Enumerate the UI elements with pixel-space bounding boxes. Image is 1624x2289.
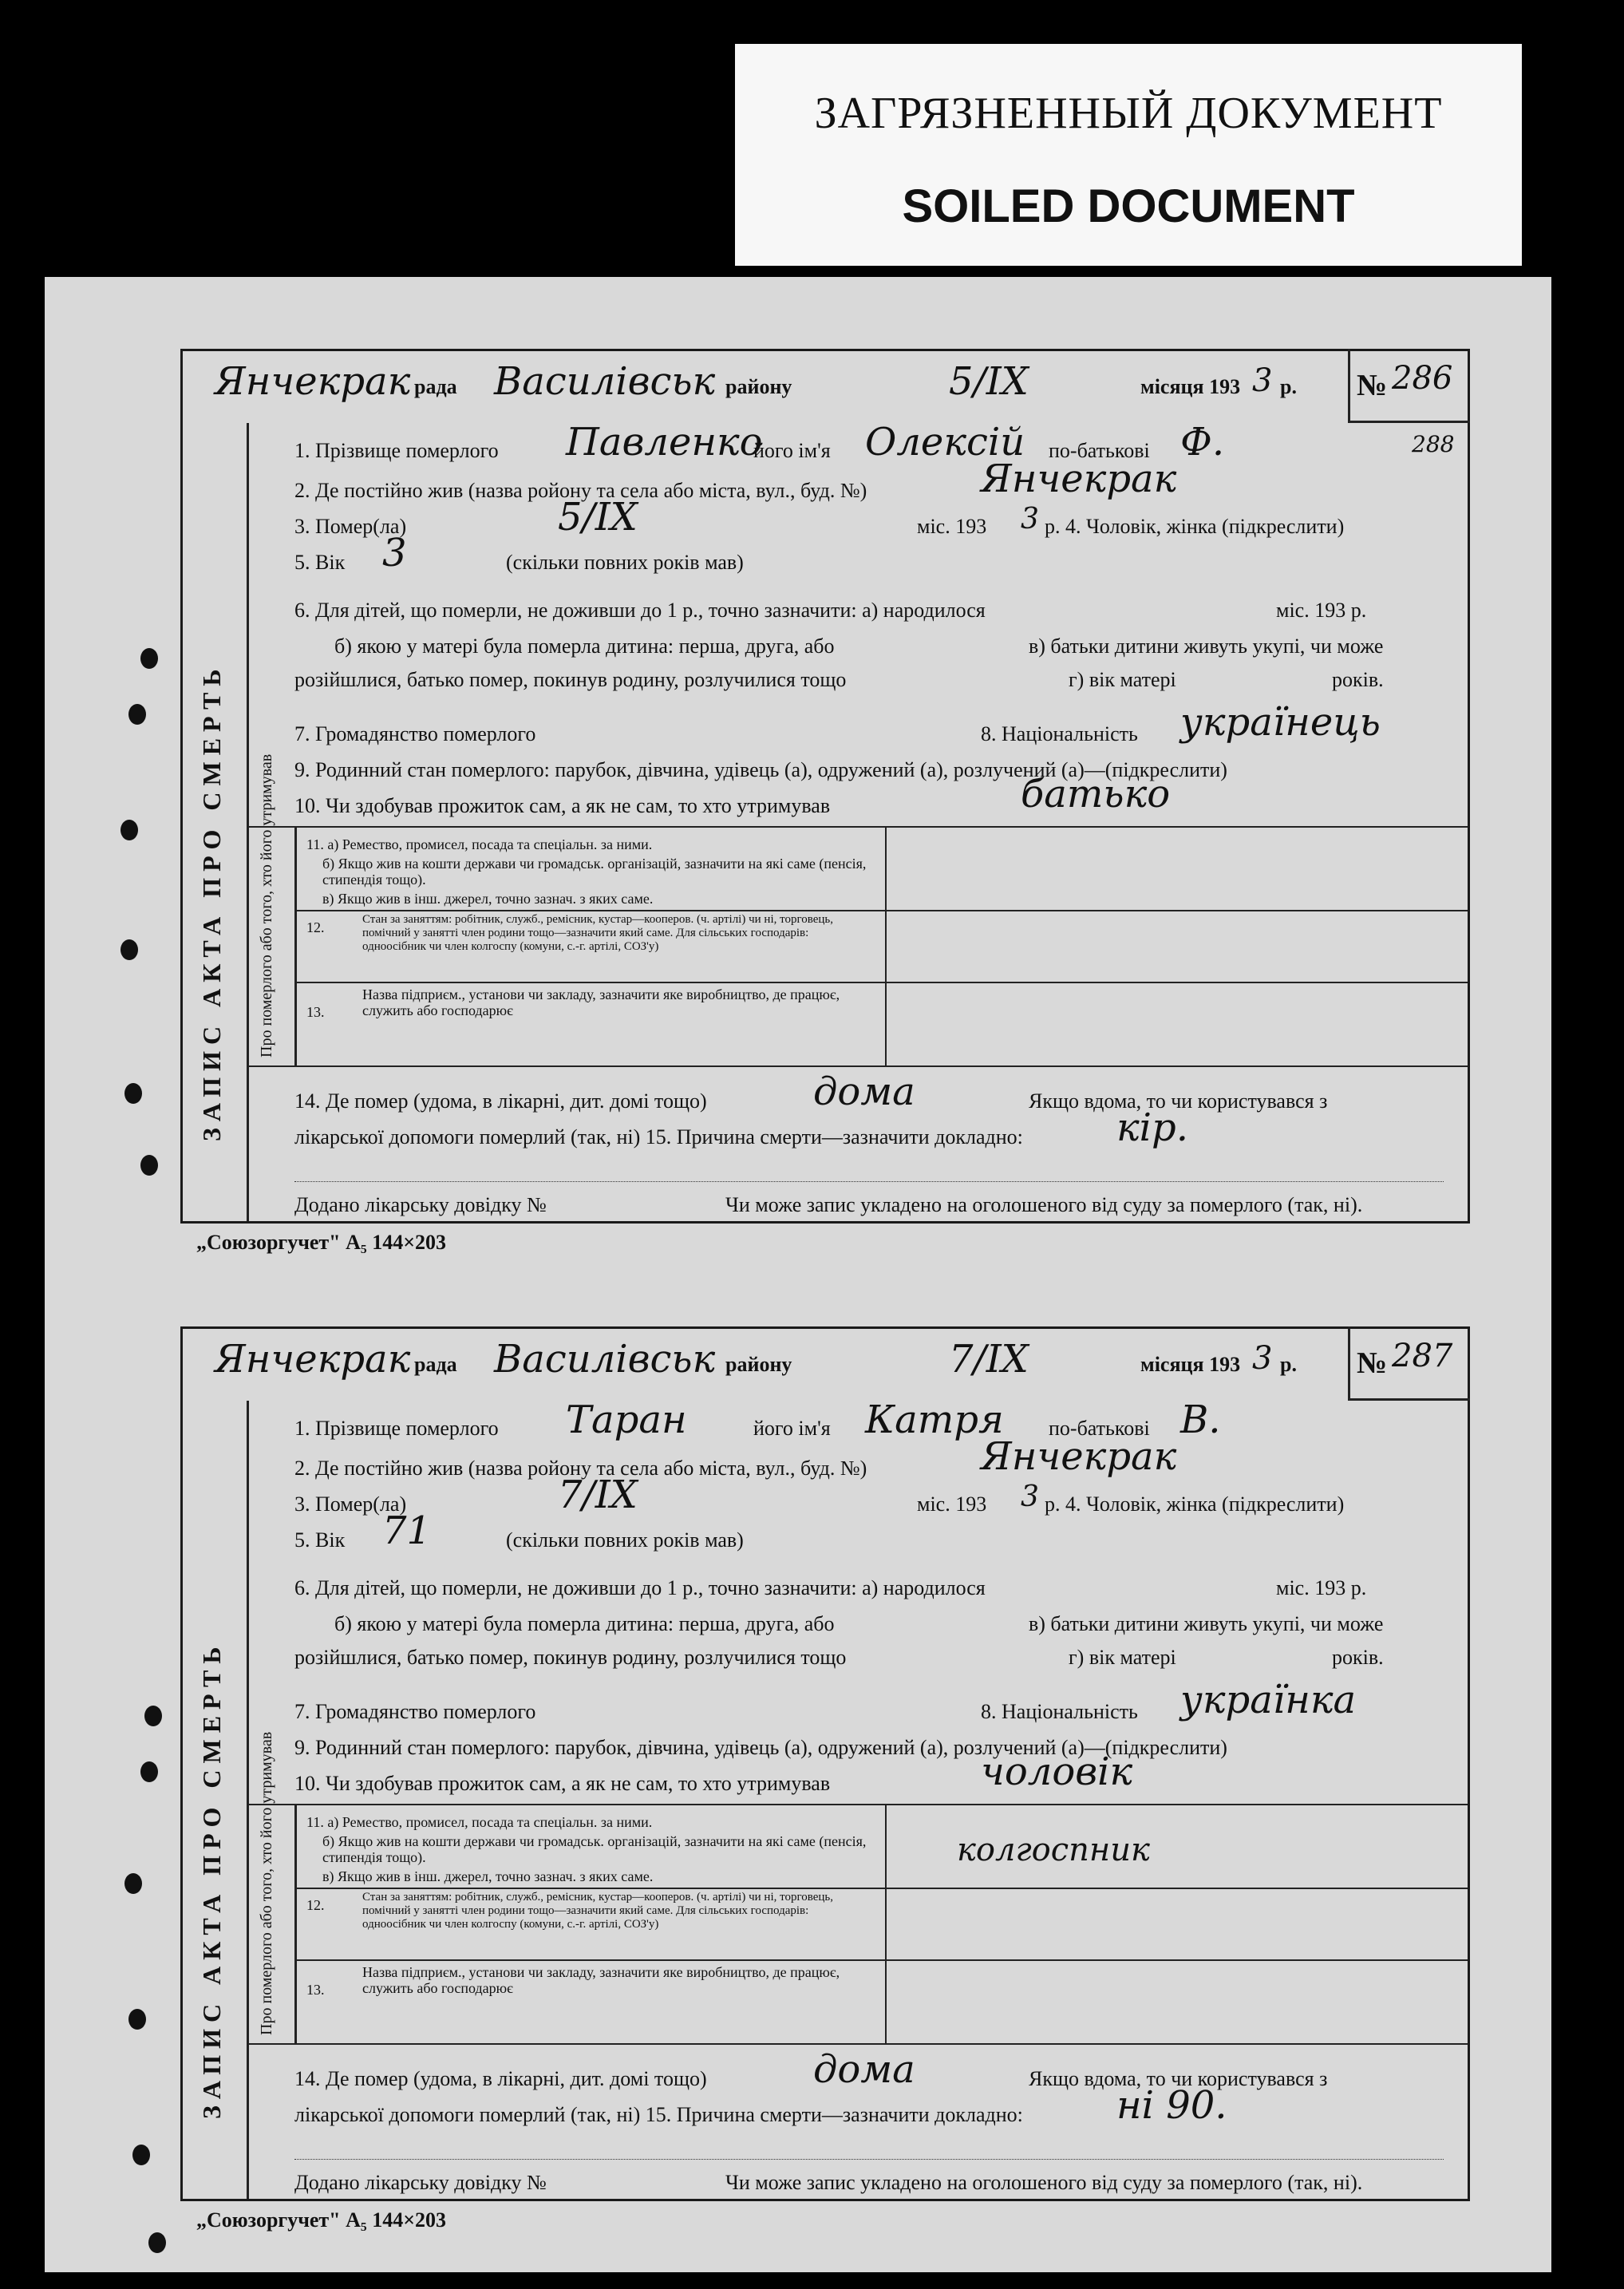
name-label: його ім'я (753, 1417, 831, 1440)
occupation-item-11b: б) Якщо жив на кошти держави чи громадськ. організацій, зазначити на які саме (пенсія, стипендія тощо). (322, 856, 867, 888)
infant-month-label: міс. 193 р. (1276, 1576, 1367, 1599)
certificate-label: Додано лікарську довідку № (294, 2171, 547, 2194)
death-place-handwritten: дома (813, 2047, 915, 2092)
occupation-item-11c: в) Якщо жив в інш. джерел, точно зазнач. з яких саме. (322, 891, 654, 907)
age-handwritten: 71 (382, 1508, 432, 1553)
year-handwritten: 3 (1252, 362, 1273, 399)
mother-age-label: г) вік матері (1069, 1646, 1176, 1669)
occupation-table-bottom (247, 2043, 1468, 2045)
cause-label: лікарської допомоги померлий (так, ні) 15. Причина смерти—зазначити докладно: (294, 1125, 1023, 1148)
occupation-divider (885, 1804, 887, 2043)
age-label: 5. Вік (294, 551, 346, 574)
surname-handwritten: Таран (566, 1398, 687, 1442)
village-handwritten: Янчекрак (215, 1337, 411, 1382)
punch-hole (144, 1706, 162, 1726)
occupation-item-13-num: 13. (306, 1982, 325, 1998)
nationality-label: 8. Національність (981, 722, 1138, 745)
raion-handwritten: Василівськ (494, 1337, 716, 1382)
occupation-row-12-top (294, 910, 1468, 911)
punch-hole (124, 1873, 142, 1894)
label-russian: ЗАГРЯЗНЕННЫЙ ДОКУМЕНТ (814, 89, 1443, 138)
nationality-handwritten: українець (1180, 700, 1381, 745)
infant-parents-label: в) батьки дитини живуть укупі, чи може (1029, 635, 1384, 658)
side-title-panel (183, 1401, 249, 2199)
address-handwritten: Янчекрак (981, 1434, 1177, 1479)
extra-number-handwritten: 288 (1412, 431, 1455, 457)
death-month-label: міс. 193 (917, 1492, 987, 1516)
occupation-side-panel (247, 753, 297, 1065)
cause-handwritten: кір. (1116, 1105, 1188, 1150)
form-2-footer: „Союзоргучет" А₅ 144×203 (196, 2208, 447, 2232)
marital-status-label: 9. Родинний стан померлого: парубок, дівчина, удівець (а), одружений (а), розлучений (а)—(підкреслити) (294, 758, 1227, 781)
age-note: (скільки повних років мав) (506, 551, 744, 574)
occupation-divider (885, 826, 887, 1065)
punch-hole (128, 2009, 146, 2030)
occupation-item-12-num: 12. (306, 919, 325, 935)
infant-parents-label: в) батьки дитини живуть укупі, чи може (1029, 1612, 1384, 1635)
patronymic-label: по-батькові (1049, 439, 1150, 462)
cause-handwritten: ні 90. (1116, 2083, 1227, 2128)
punch-hole (140, 1761, 158, 1782)
support-handwritten: батько (1021, 772, 1171, 816)
date-handwritten: 7/IX (949, 1337, 1029, 1382)
rada-label: рада (414, 1353, 457, 1376)
occupation-item-11a: 11. а) Ремество, промисел, посада та спеціальн. за ними. (306, 836, 653, 852)
occupation-table-top (247, 826, 1468, 828)
occupation-item-11b: б) Якщо жив на кошти держави чи громадськ. організацій, зазначити на які саме (пенсія, стипендія тощо). (322, 1833, 867, 1865)
record-number-box (1348, 349, 1470, 423)
paper-sheet (45, 277, 1551, 2272)
form-1-footer: „Союзоргучет" А₅ 144×203 (196, 1231, 447, 1254)
nationality-label: 8. Національність (981, 1700, 1138, 1723)
record-number-handwritten: 286 (1392, 360, 1453, 397)
court-label: Чи може запис укладено на оголошеного від суду за померлого (так, ні). (725, 2171, 1363, 2194)
date-handwritten: 5/IX (949, 359, 1029, 404)
death-date-label: 3. Помер(ла) (294, 515, 407, 538)
soiled-document-label (735, 44, 1522, 266)
age-handwritten: 3 (382, 531, 407, 575)
death-record-form-1 (180, 349, 1470, 1224)
month-label: місяця 193 (1140, 1353, 1241, 1376)
marital-status-label: 9. Родинний стан померлого: парубок, дівчина, удівець (а), одружений (а), розлучений (а)—(підкреслити) (294, 1736, 1227, 1759)
medical-help-label: Якщо вдома, то чи користувався з (1029, 2067, 1328, 2090)
nationality-handwritten: українка (1180, 1678, 1357, 1722)
support-label: 10. Чи здобував прожиток сам, а як не сам, то хто утримував (294, 794, 831, 817)
punch-hole (140, 1155, 158, 1176)
occupation-table-top (247, 1804, 1468, 1805)
death-month-label: міс. 193 (917, 515, 987, 538)
gender-label: р. 4. Чоловік, жінка (підкреслити) (1045, 515, 1345, 538)
infant-order-label: б) якою у матері була померла дитина: перша, друга, або (334, 1612, 835, 1635)
address-handwritten: Янчекрак (981, 457, 1177, 501)
name-handwritten: Олексій (865, 420, 1025, 465)
death-date-label: 3. Помер(ла) (294, 1492, 407, 1516)
label-english: SOILED DOCUMENT (902, 180, 1355, 232)
mother-age-unit: років. (1332, 1646, 1384, 1669)
death-date-handwritten: 5/IX (558, 495, 638, 540)
death-place-label: 14. Де помер (удома, в лікарні, дит. домі тощо) (294, 1089, 707, 1113)
record-number-label: № (1357, 369, 1388, 402)
occupation-row-12-top (294, 1888, 1468, 1889)
age-note: (скільки повних років мав) (506, 1528, 744, 1552)
citizenship-label: 7. Громадянство померлого (294, 1700, 536, 1723)
occupation-item-13-num: 13. (306, 1004, 325, 1020)
side-title: ЗАПИС АКТА ПРО СМЕРТЬ (197, 662, 226, 1141)
raion-label: району (725, 1353, 792, 1376)
occupation-item-13: Назва підприєм., установи чи закладу, зазначити яке виробництво, де працює, служить або господарює (362, 1964, 840, 1996)
medical-help-label: Якщо вдома, то чи користувався з (1029, 1089, 1328, 1113)
support-handwritten: чоловік (981, 1749, 1133, 1794)
cause-extra-line (294, 1181, 1444, 1182)
punch-hole (132, 2145, 150, 2165)
rada-label: рада (414, 375, 457, 398)
citizenship-label: 7. Громадянство померлого (294, 722, 536, 745)
infant-month-label: міс. 193 р. (1276, 599, 1367, 622)
occupation-item-11c: в) Якщо жив в інш. джерел, точно зазнач. з яких саме. (322, 1868, 654, 1884)
punch-hole (124, 1083, 142, 1104)
occupation-item-12: Стан за заняттям: робітник, служб., ремісник, кустар—кооперов. (ч. артілі) чи ні, торговець, помічний у занятті член родини тощо—зазначити який саме. Для сільських господарів: одноосібник чи член колгоспу (комуни, с.-г. артілі, СОЗ'у) (362, 913, 834, 953)
side-title-panel (183, 423, 249, 1221)
occupation-side-label: Про померлого або того, хто його утримував (258, 753, 275, 1058)
infant-parents-label-2: розійшлися, батько помер, покинув родину, розлучилися тощо (294, 1646, 847, 1669)
punch-hole (121, 939, 138, 960)
support-label: 10. Чи здобував прожиток сам, а як не сам, то хто утримував (294, 1772, 831, 1795)
death-year-handwritten: 3 (1021, 503, 1039, 536)
death-place-handwritten: дома (813, 1069, 915, 1114)
address-label: 2. Де постійно жив (назва ройону та села або міста, вул., буд. №) (294, 1457, 867, 1480)
infant-label: 6. Для дітей, що померли, не доживши до 1 р., точно зазначити: а) народилося (294, 1576, 986, 1599)
mother-age-unit: років. (1332, 668, 1384, 691)
occupation-row-13-top (294, 1959, 1468, 1961)
name-label: його ім'я (753, 439, 831, 462)
age-label: 5. Вік (294, 1528, 346, 1552)
occupation-table-bottom (247, 1065, 1468, 1067)
infant-label: 6. Для дітей, що померли, не доживши до 1 р., точно зазначити: а) народилося (294, 599, 986, 622)
record-number-box (1348, 1326, 1470, 1401)
mother-age-label: г) вік матері (1069, 668, 1176, 691)
raion-label: району (725, 375, 792, 398)
surname-handwritten: Павленко (566, 420, 763, 465)
occupation-handwritten: колгоспник (957, 1832, 1150, 1868)
patronymic-label: по-батькові (1049, 1417, 1150, 1440)
address-label: 2. Де постійно жив (назва ройону та села або міста, вул., буд. №) (294, 479, 867, 502)
punch-hole (148, 2232, 166, 2253)
court-label: Чи може запис укладено на оголошеного від суду за померлого (так, ні). (725, 1193, 1363, 1216)
death-record-form-2 (180, 1326, 1470, 2201)
death-date-handwritten: 7/IX (558, 1473, 638, 1517)
name-handwritten: Катря (865, 1398, 1004, 1442)
patronymic-handwritten: В. (1180, 1398, 1221, 1442)
gender-label: р. 4. Чоловік, жінка (підкреслити) (1045, 1492, 1345, 1516)
occupation-side-label: Про померлого або того, хто його утримував (258, 1731, 275, 2035)
occupation-item-13: Назва підприєм., установи чи закладу, зазначити яке виробництво, де працює, служить або господарює (362, 986, 840, 1018)
surname-label: 1. Прізвище померлого (294, 439, 499, 462)
cause-extra-line (294, 2159, 1444, 2160)
infant-order-label: б) якою у матері була померла дитина: перша, друга, або (334, 635, 835, 658)
village-handwritten: Янчекрак (215, 359, 411, 404)
infant-parents-label-2: розійшлися, батько помер, покинув родину, розлучилися тощо (294, 668, 847, 691)
record-number-label: № (1357, 1346, 1388, 1380)
cause-label: лікарської допомоги померлий (так, ні) 15. Причина смерти—зазначити докладно: (294, 2103, 1023, 2126)
raion-handwritten: Василівськ (494, 359, 716, 404)
surname-label: 1. Прізвище померлого (294, 1417, 499, 1440)
side-title: ЗАПИС АКТА ПРО СМЕРТЬ (197, 1640, 226, 2119)
occupation-side-panel (247, 1731, 297, 2043)
patronymic-handwritten: Ф. (1180, 420, 1225, 465)
punch-hole (121, 820, 138, 840)
punch-hole (128, 704, 146, 725)
occupation-item-11a: 11. а) Ремество, промисел, посада та спеціальн. за ними. (306, 1814, 653, 1830)
record-number-handwritten: 287 (1392, 1338, 1453, 1374)
year-suffix: р. (1280, 1353, 1297, 1376)
year-suffix: р. (1280, 375, 1297, 398)
death-year-handwritten: 3 (1021, 1481, 1039, 1513)
month-label: місяця 193 (1140, 375, 1241, 398)
punch-hole (140, 648, 158, 669)
occupation-item-12: Стан за заняттям: робітник, служб., ремісник, кустар—кооперов. (ч. артілі) чи ні, торговець, помічний у занятті член родини тощо—зазначити який саме. Для сільських господарів: одноосібник чи член колгоспу (комуни, с.-г. артілі, СОЗ'у) (362, 1891, 834, 1931)
certificate-label: Додано лікарську довідку № (294, 1193, 547, 1216)
occupation-item-12-num: 12. (306, 1897, 325, 1913)
year-handwritten: 3 (1252, 1340, 1273, 1377)
death-place-label: 14. Де помер (удома, в лікарні, дит. домі тощо) (294, 2067, 707, 2090)
occupation-row-13-top (294, 982, 1468, 983)
